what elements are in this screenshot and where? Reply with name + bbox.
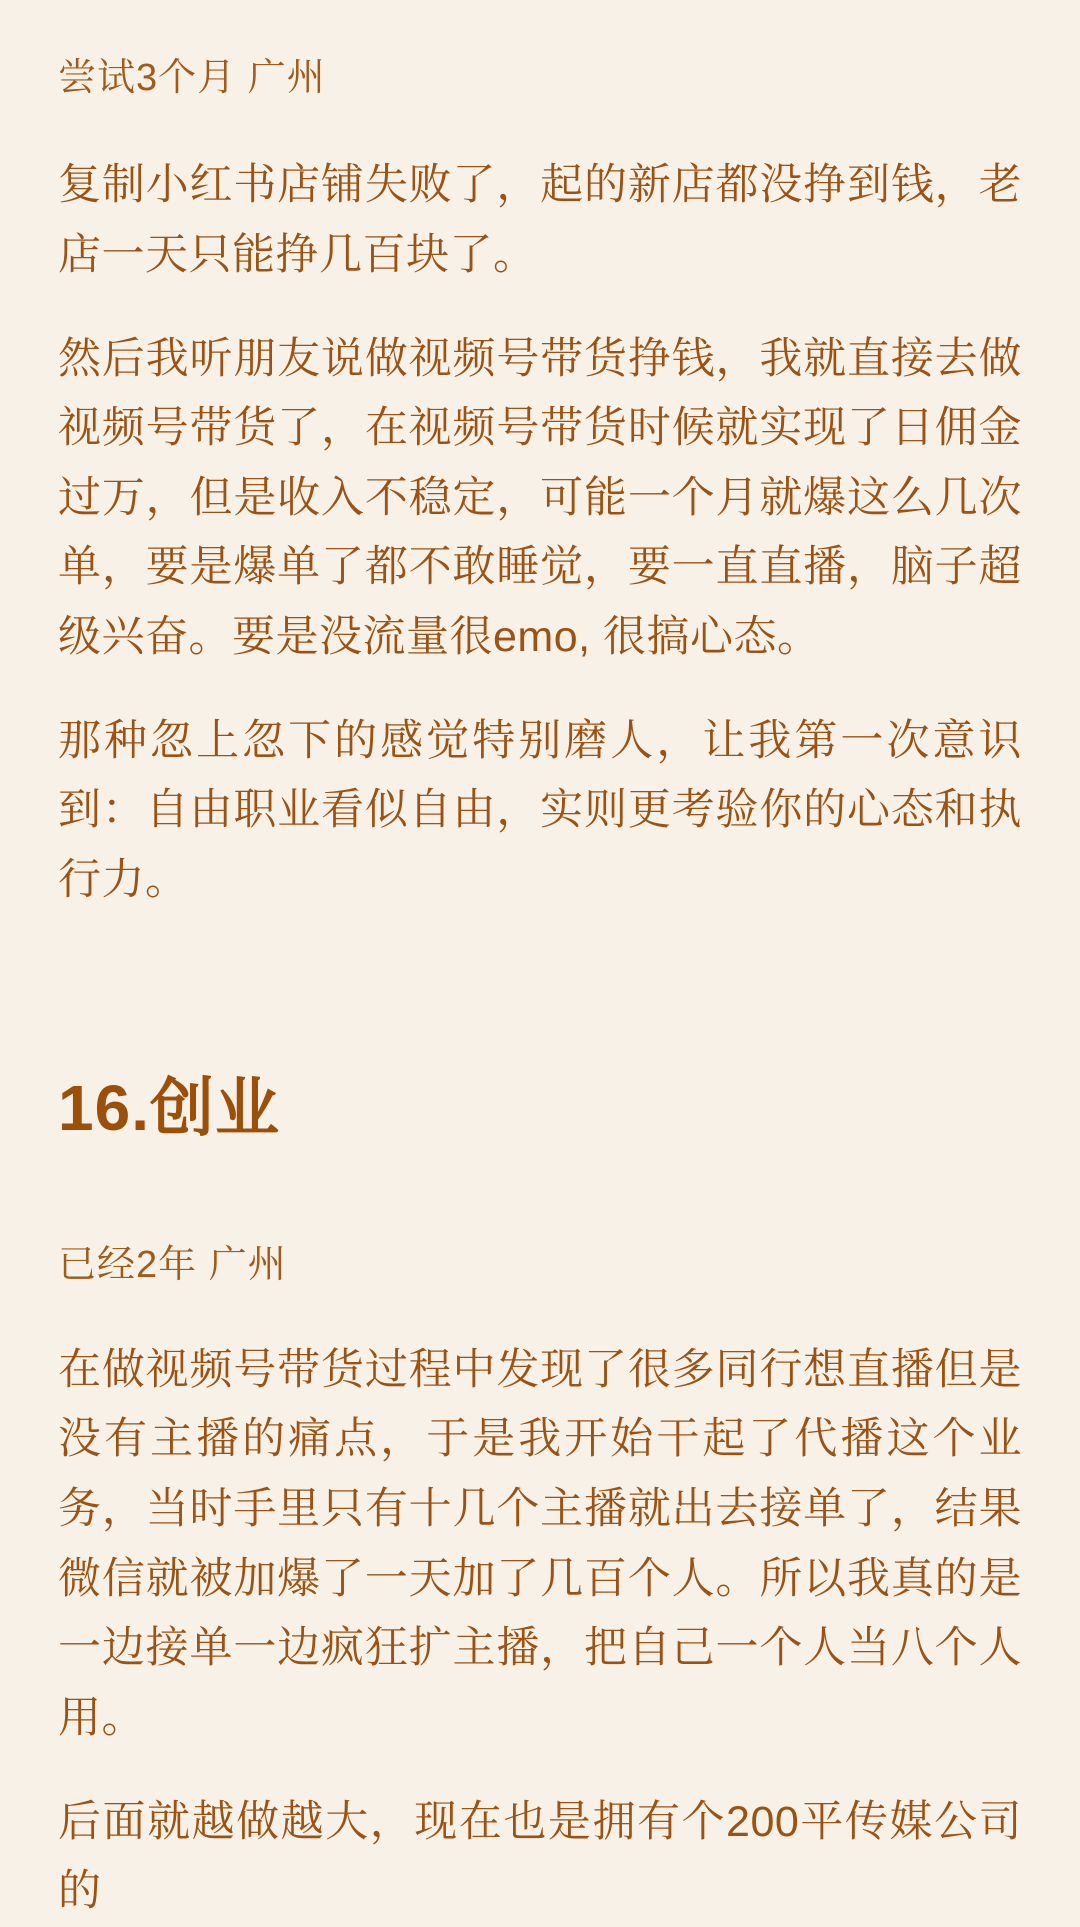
section-heading: 16.创业 [58, 1071, 280, 1144]
paragraph: 然后我听朋友说做视频号带货挣钱，我就直接去做视频号带货了，在视频号带货时候就实现了日佣金过万，但是收入不稳定，可能一个月就爆这么几次单，要是爆单了都不敢睡觉，要一直直播，脑子超级兴奋。要是没流量很emo, 很搞心态。 [58, 334, 1022, 662]
paragraph: 后面就越做越大，现在也是拥有个200平传媒公司的 [58, 1797, 1022, 1916]
section-meta-duration-location: 已经2年 广州 [58, 1243, 287, 1286]
paragraph: 复制小红书店铺失败了，起的新店都没挣到钱，老店一天只能挣几百块了。 [58, 161, 1022, 279]
section-meta-duration-location: 尝试3个月 广州 [58, 57, 326, 99]
section-divider-space [58, 950, 1022, 1070]
paragraph: 那种忽上忽下的感觉特别磨人，让我第一次意识到：自由职业看似自由，实则更考验你的心态和执行力。 [58, 716, 1022, 905]
paragraph: 在做视频号带货过程中发现了很多同行想直播但是没有主播的痛点，于是我开始干起了代播这个业务，当时手里只有十几个主播就出去接单了，结果微信就被加爆了一天加了几百个人。所以我真的是一边接单一边疯狂扩主播，把自己一个人当八个人用。 [58, 1345, 1022, 1743]
